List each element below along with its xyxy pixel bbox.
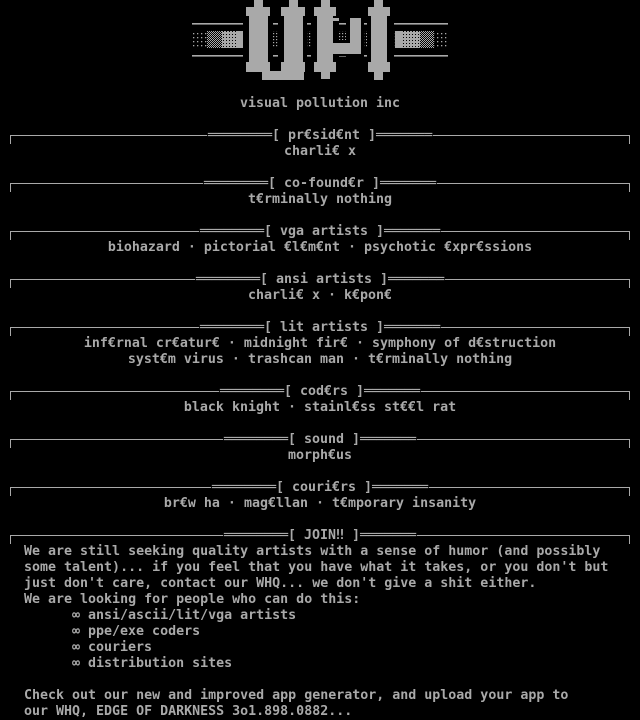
section-header-couriers <box>0 480 640 496</box>
outro-line2: our WHQ, EDGE OF DARKNESS 3o1.898.0882... <box>24 704 353 719</box>
section-header-lit-artists <box>0 320 640 336</box>
section-header-sound <box>0 432 640 448</box>
section-title: ════════[ co-found€r ]═══════ <box>203 176 437 191</box>
join-paragraph-line2: some talent)... if you feel that you have what it takes, or you don't but <box>24 560 609 575</box>
members-lit-artists-line2: syst€m virus · trashcan man · t€rminally nothing <box>127 352 513 367</box>
join-bullet-item <box>72 640 152 656</box>
join-bullet-item <box>72 608 296 624</box>
section-title: ════════[ couri€rs ]═══════ <box>211 480 429 495</box>
bullet-icon: ∞ <box>72 624 81 639</box>
section-header-ansi-artists <box>0 272 640 288</box>
join-paragraph-line1: We are still seeking quality artists with a sense of humor (and possibly <box>24 544 601 559</box>
members-ansi-artists: charli€ x · k€pon€ <box>247 288 393 303</box>
section-title: ════════[ lit artists ]═══════ <box>199 320 441 335</box>
bullet-text: ppe/exe coders <box>88 624 201 639</box>
section-header-vga-artists <box>0 224 640 240</box>
bullet-icon: ∞ <box>72 640 81 655</box>
join-bullet-item <box>72 656 232 672</box>
vpi-logo <box>0 0 640 88</box>
outro-line1: Check out our new and improved app generator, and upload your app to <box>24 688 569 703</box>
section-title: ════════[ ansi artists ]═══════ <box>195 272 445 287</box>
group-tagline: visual pollution inc <box>239 96 401 111</box>
join-paragraph-line4: We are looking for people who can do this: <box>24 592 361 607</box>
section-header-co-founder <box>0 176 640 192</box>
bullet-text: distribution sites <box>88 656 233 671</box>
members-president: charli€ x <box>283 144 357 159</box>
members-co-founder: t€rminally nothing <box>247 192 393 207</box>
bullet-icon: ∞ <box>72 656 81 671</box>
members-lit-artists-line1: inf€rnal cr€atur€ · midnight fir€ · symphony of d€struction <box>83 336 557 351</box>
section-title: ════════[ vga artists ]═══════ <box>199 224 441 239</box>
section-header-president <box>0 128 640 144</box>
bullet-text: ansi/ascii/lit/vga artists <box>88 608 297 623</box>
members-sound: morph€us <box>287 448 353 463</box>
bullet-text: couriers <box>88 640 153 655</box>
section-title: ════════[ JOIN‼ ]═══════ <box>223 528 417 543</box>
join-bullet-item <box>72 624 200 640</box>
section-title: ════════[ sound ]═══════ <box>223 432 417 447</box>
join-paragraph-line3: just don't care, contact our WHQ... we don't give a shit either. <box>24 576 537 591</box>
members-couriers: br€w ha · mag€llan · t€mporary insanity <box>163 496 477 511</box>
bullet-icon: ∞ <box>72 608 81 623</box>
section-header-join <box>0 528 640 544</box>
section-header-coders <box>0 384 640 400</box>
section-title: ════════[ pr€sid€nt ]═══════ <box>207 128 433 143</box>
members-coders: black knight · stainl€ss st€€l rat <box>183 400 457 415</box>
members-vga-artists: biohazard · pictorial €l€m€nt · psychotic €xpr€ssions <box>107 240 533 255</box>
section-title: ════════[ cod€rs ]═══════ <box>219 384 421 399</box>
